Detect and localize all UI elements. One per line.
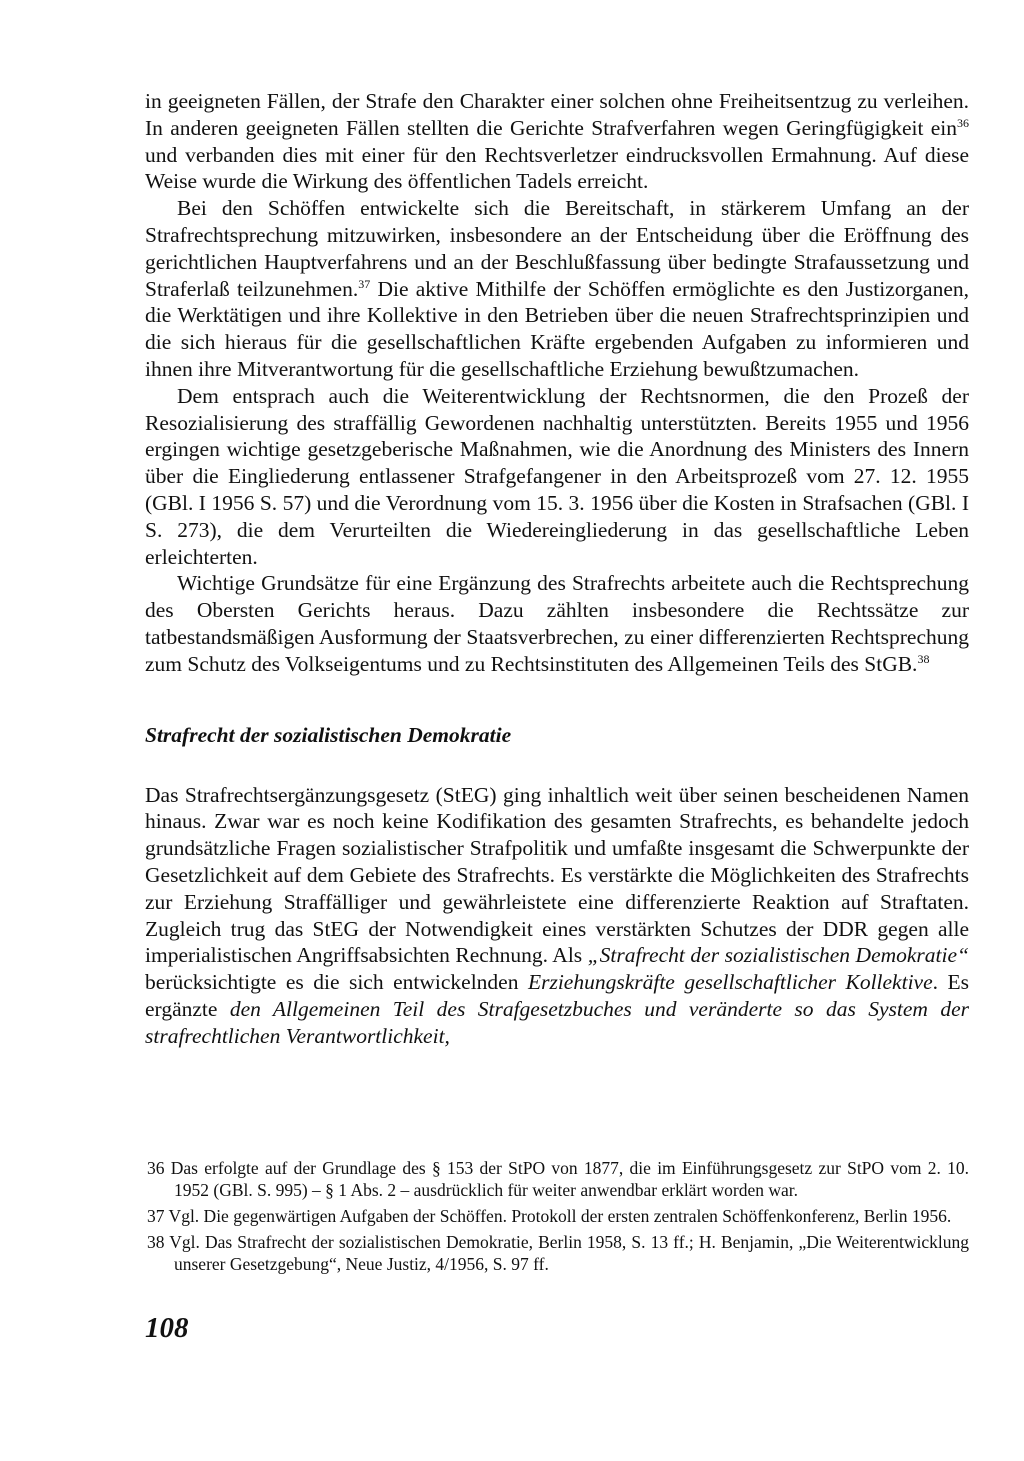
footnote-ref-36: 36: [957, 115, 969, 130]
paragraph-2: Bei den Schöffen entwickelte sich die Bereitschaft, in stärkerem Umfang an der Strafrechtsprechung mitzuwirken, insbesondere an der Entscheidung über die Eröffnung des gerichtlichen Hauptverfahrens und an der Beschlußfassung über bedingte Strafaussetzung und Straferlaß teilzunehmen.$^{37}$ Die aktive Mithilfe der Schöffen ermöglichte es den Justizorganen, die Werktätigen und ihre Kollektive in den Betrieben über die neuen Strafrechtsprinzipien und die sich hieraus für die gesellschaftlichen Kräfte ergebenden Aufgaben zu informieren und ihnen ihre Mitverantwortung für die gesellschaftliche Erziehung bewußtzumachen.: [145, 196, 969, 381]
paragraph-3: Dem entsprach auch die Weiterentwicklung der Rechtsnormen, die den Prozeß der Resozialisierung des straffällig Gewordenen nachhaltig unterstützten. Bereits 1955 und 1956 ergingen wichtige gesetzgeberische Maßnahmen, wie die Anordnung des Ministers des Innern über die Eingliederung entlassener Strafgefangener in den Arbeitsprozeß vom 27. 12. 1955 (GBl. I 1956 S. 57) und die Verordnung vom 15. 3. 1956 über die Kosten in Strafsachen (GBl. I S. 273), die dem Verurteilten die Wiedereingliederung in das gesellschaftliche Leben erleichterten.: [145, 383, 969, 569]
section-heading: Strafrecht der sozialistischen Demokratie: [145, 722, 512, 747]
footnote-36: 36 Das erfolgte auf der Grundlage des § 153 der StPO von 1877, die im Einführungsgesetz zur StPO vom 2. 10. 1952 (GBl. S. 995) – § 1 Abs. 2 – ausdrücklich für weiter anwendbar erklärt worden war.: [147, 1158, 969, 1200]
footnotes: [147, 1157, 969, 1279]
paragraph-1: in geeigneten Fällen, der Strafe den Charakter einer solchen ohne Freiheitsentzug zu verleihen. In anderen geeigneten Fällen stellten die Gerichte Strafverfahren wegen Geringfügigkeit ein$^{36}$ und verbanden dies mit einer für den Rechtsverletzer eindrucksvollen Ermahnung. Auf diese Weise wurde die Wirkung des öffentlichen Tadels erreicht.: [145, 89, 969, 194]
footnote-37: 37 Vgl. Die gegenwärtigen Aufgaben der Schöffen. Protokoll der ersten zentralen Schöffenkonferenz, Berlin 1956.: [147, 1206, 952, 1226]
footnote-38: 38 Vgl. Das Strafrecht der sozialistischen Demokratie, Berlin 1958, S. 13 ff.; H. Benjamin, „Die Weiterentwicklung unserer Gesetzgebung“, Neue Justiz, 4/1956, S. 97 ff.: [147, 1232, 969, 1274]
paragraph-4: Wichtige Grundsätze für eine Ergänzung des Strafrechts arbeitete auch die Rechtsprechung des Obersten Gerichts heraus. Dazu zählten insbesondere die Rechtssätze zur tatbestandsmäßigen Ausformung der Staatsverbrechen, zu einer differenzierten Rechtsprechung zum Schutz des Volkseigentums und zu Rechtsinstituten des Allgemeinen Teils des StGB.$^{38}$: [145, 571, 969, 676]
main-text: [145, 88, 969, 1050]
section-paragraph: Das Strafrechtsergänzungsgesetz (StEG) ging inhaltlich weit über seinen bescheidenen Namen hinaus. Zwar war es noch keine Kodifikation des gesamten Strafrechts, es behandelte jedoch grundsätzliche Fragen sozialistischer Strafpolitik und umfaßte insgesamt die Schwerpunkte der Gesetzlichkeit auf dem Gebiete des Strafrechts. Es verstärkte die Möglichkeiten des Strafrechts zur Erziehung Straffälliger und gewährleistete eine differenzierte Reaktion auf Straftaten. Zugleich trug das StEG der Notwendigkeit eines verstärkten Schutzes der DDR gegen alle imperialistischen Angriffsabsichten Rechnung. Als „Strafrecht der sozialistischen Demokratie“ berücksichtigte es die sich entwickelnden Erziehungskräfte gesellschaftlicher Kollektive. Es ergänzte den Allgemeinen Teil des Strafgesetzbuches und veränderte so das System der strafrechtlichen Verantwortlichkeit,: [145, 782, 970, 1048]
footnote-ref-37: 37: [358, 276, 371, 291]
page-number: 108: [145, 1312, 189, 1344]
footnote-ref-38: 38: [917, 651, 930, 666]
